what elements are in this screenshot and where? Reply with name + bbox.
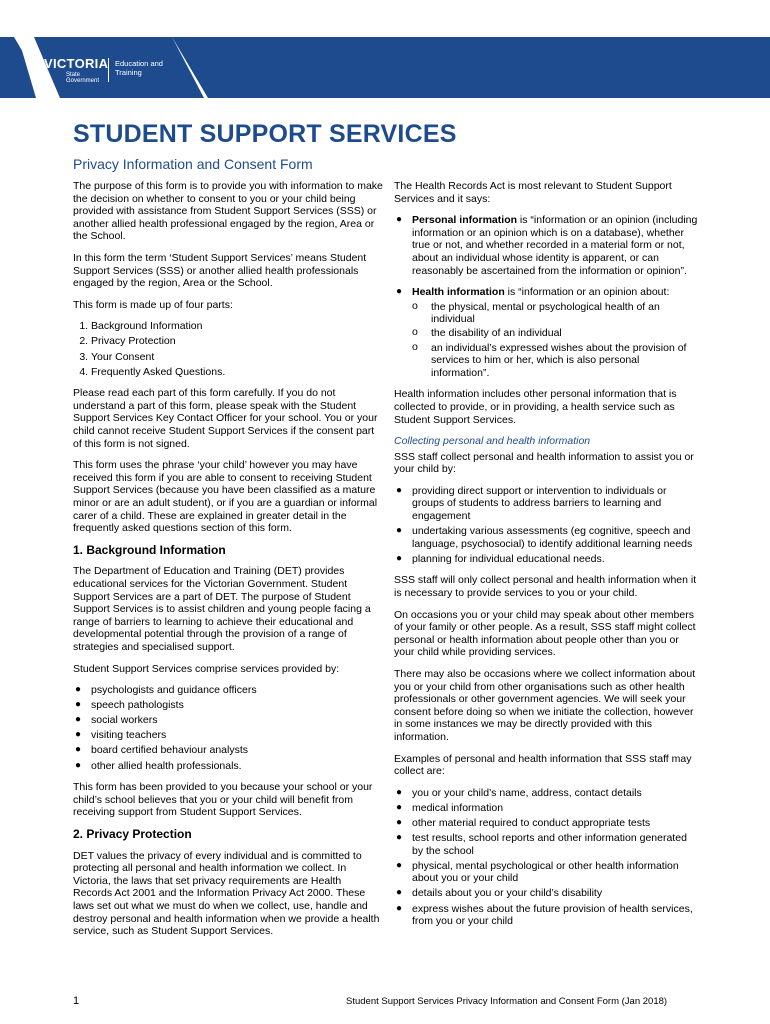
bullet-icon: ● <box>396 525 403 537</box>
list-item: ● social workers <box>75 714 158 727</box>
term-paragraph: In this form the term ‘Student Support Services’ means Student Support Services (SSS) or another allied health professionals engaged by the region, Area or the School. <box>73 251 367 290</box>
left-column <box>73 180 383 947</box>
bullet-icon: ● <box>396 552 403 564</box>
bullet-icon: ● <box>75 729 82 741</box>
bullet-icon: ● <box>396 887 403 899</box>
logo-subtitle: State Government <box>66 72 100 84</box>
your-child-paragraph: This form uses the phrase ‘your child’ however you may have received this form if you are able to consent to receiving Student Support Services (because you have been classified as a mature minor or are an adult student), or if you are a guardian or informal carer of a child. These are explained in greater detail in the frequently asked questions section of this form. <box>73 459 378 535</box>
det-paragraph: The Department of Education and Training (DET) provides educational services for the Victorian Government. Student Support Services are a part of DET. The purpose of Student Support Services is to assist children and young people facing a range of barriers to learning to achieve their educational and developmental potential through the provision of a range of strategies and specialised support. <box>73 565 371 653</box>
read-carefully-paragraph: Please read each part of this form carefully. If you do not understand a part of this form, please speak with the Student Support Services Key Contact Officer for your school. You or your child cannot receive Student Support Services if the consent part of this form is not signed. <box>73 387 378 450</box>
list-item: 3. Your Consent <box>91 351 383 364</box>
bullet-icon: ● <box>396 902 403 914</box>
collect-list <box>394 485 699 566</box>
victoria-logo: VICTORIA <box>44 56 109 71</box>
logo-divider <box>108 58 109 82</box>
bullet-icon: ● <box>75 714 82 726</box>
list-item: ● medical information <box>396 801 504 814</box>
list-item: o an individual’s expressed wishes about the provision of services to him or her, which is also personal information”. <box>412 340 687 379</box>
parts-list <box>73 320 383 378</box>
bullet-icon: ● <box>396 801 403 813</box>
list-item: ● express wishes about the future provision of health services, from you or your child <box>396 902 693 928</box>
list-item: ● details about you or your child’s disability <box>396 887 603 900</box>
footer-text: Student Support Services Privacy Information and Consent Form (Jan 2018) <box>346 996 668 1007</box>
comprise-paragraph: Student Support Services comprise services provided by: <box>73 662 340 675</box>
list-item: o the disability of an individual <box>412 326 562 340</box>
health-records-paragraph: The Health Records Act is most relevant to Student Support Services and it says: <box>394 180 672 205</box>
section-heading-privacy: 2. Privacy Protection <box>73 826 192 841</box>
list-item: ● board certified behaviour analysts <box>75 744 249 757</box>
list-item: 4. Frequently Asked Questions. <box>91 366 383 379</box>
bullet-icon: ● <box>75 699 82 711</box>
list-item: ● physical, mental psychological or other health information about you or your child <box>396 859 679 885</box>
parts-intro: This form is made up of four parts: <box>73 298 233 311</box>
other-orgs-paragraph: There may also be occasions where we collect information about you or your child from other organisations such as other health professionals or other government agencies. We will seek your consent before doing so when we initiate the collection, however in some instances we may be directly provided with this information. <box>394 668 696 743</box>
examples-paragraph: Examples of personal and health information that SSS staff may collect are: <box>394 752 692 778</box>
list-item: ● other allied health professionals. <box>75 759 242 772</box>
definitions-list-2 <box>394 286 699 379</box>
page-number: 1 <box>73 995 80 1007</box>
privacy-paragraph: DET values the privacy of every individual and is committed to protecting all personal and health information we collect. In Victoria, the laws that set privacy requirements are Health Records Act 2001 and the Information Privacy Act 2000. These laws set out what we must do when we collect, use, handle and destroy personal and health information when we provide a health service, such as Student Support Services. <box>73 849 380 938</box>
bullet-icon: ● <box>396 816 403 828</box>
bullet-icon: ● <box>75 684 82 696</box>
page-subtitle: Privacy Information and Consent Form <box>73 156 313 172</box>
list-item: ● speech pathologists <box>75 699 184 712</box>
bullet-icon: ● <box>396 859 403 871</box>
benefit-paragraph: This form has been provided to you because your school or your child’s school believes that you or your child will benefit from receiving support from Student Support Services. <box>73 781 373 819</box>
providers-list <box>73 684 383 772</box>
occasions-paragraph: On occasions you or your child may speak about other members of your family or other people. As a result, SSS staff might collect personal or health information about people other than you or your child while providing services. <box>394 608 696 659</box>
definitions-list <box>394 214 699 277</box>
right-column <box>394 180 699 937</box>
circle-bullet-icon: o <box>412 326 418 339</box>
intro-paragraph: The purpose of this form is to provide you with information to make the decision on whether to consent to you or your child being provided with assistance from Student Support Services (SSS) or another allied health professional engaged by the region, Area or the School. <box>73 180 383 243</box>
list-item: ● test results, school reports and other information generated by the school <box>396 832 687 857</box>
necessary-paragraph: SSS staff will only collect personal and health information when it is necessary to provide services to you or your child. <box>394 574 697 600</box>
circle-bullet-icon: o <box>412 340 418 353</box>
bullet-icon: ● <box>75 744 82 756</box>
department-name: Education and Training <box>115 59 163 77</box>
bullet-icon: ● <box>396 286 403 298</box>
list-item: ● Personal information is “information or an opinion (including information or an opinion which is on a database), whether true or not, and whether recorded in a material form or not, about an individual whose identity is apparent, or can reasonably be ascertained from the information or opinion”. <box>396 214 698 277</box>
section-heading-background: 1. Background Information <box>73 542 226 557</box>
list-item: o the physical, mental or psychological health of an individual <box>412 299 660 326</box>
list-item: ● psychologists and guidance officers <box>75 684 257 697</box>
list-item: ● providing direct support or intervention to individuals or groups of students to address barriers to learning and engagement <box>396 484 667 523</box>
examples-list <box>394 787 699 928</box>
health-sub-list <box>412 301 699 380</box>
bullet-icon: ● <box>396 484 403 496</box>
collecting-subheading: Collecting personal and health information <box>394 435 591 448</box>
bullet-icon: ● <box>75 759 82 771</box>
circle-bullet-icon: o <box>412 299 418 312</box>
list-item: ● other material required to conduct appropriate tests <box>396 816 651 829</box>
list-item: 1. Background Information <box>91 320 383 333</box>
list-item: ● visiting teachers <box>75 729 167 742</box>
list-item: ● planning for individual educational needs. <box>396 552 605 565</box>
collect-paragraph: SSS staff collect personal and health information to assist you or your child by: <box>394 450 694 476</box>
page-title: STUDENT SUPPORT SERVICES <box>73 120 457 148</box>
list-item: ● Health information is “information or an opinion about: o the physical, mental or psychological health of an individual o the disability of an individual o an individual’s expressed wishes about the provision of services to him or her, which is also personal information”. <box>394 286 699 379</box>
list-item: 2. Privacy Protection <box>91 335 383 348</box>
bullet-icon: ● <box>396 786 403 798</box>
health-info-paragraph: Health information includes other personal information that is collected to provide, or in providing, a health service such as Student Support Services. <box>394 388 677 426</box>
list-item: ● you or your child’s name, address, contact details <box>396 786 642 799</box>
bullet-icon: ● <box>396 214 403 226</box>
list-item: ● undertaking various assessments (eg cognitive, speech and language, psychosocial) to identify additional learning needs <box>396 525 693 550</box>
bullet-icon: ● <box>396 832 403 844</box>
